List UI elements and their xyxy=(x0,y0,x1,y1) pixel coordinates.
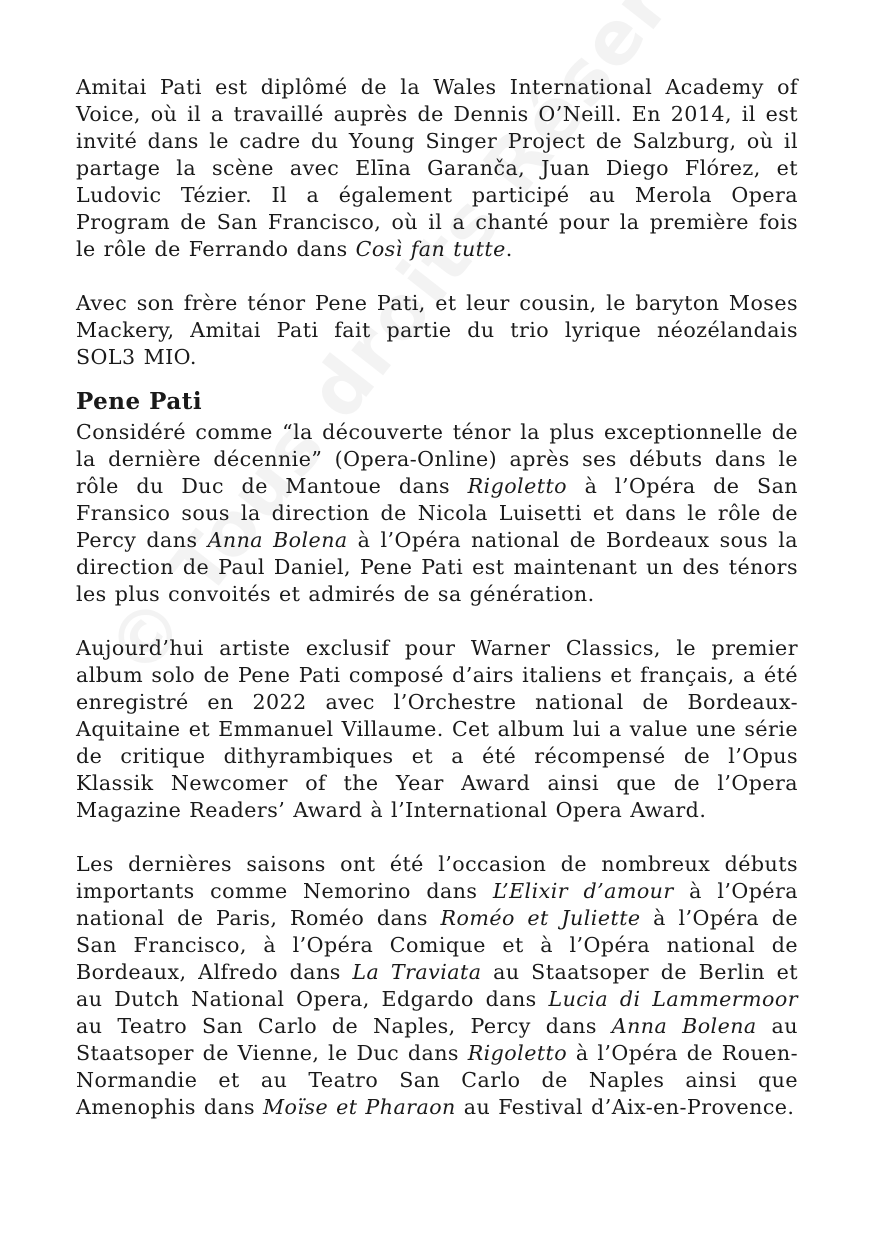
paragraph-text: à l’Opéra national de Paris, Roméo dans xyxy=(76,879,798,930)
work-title-text: Così fan tutte xyxy=(355,237,506,261)
paragraph-text: Considéré comme “la découverte ténor la plus exceptionnelle de la dernière décennie” (Opera-Online) après ses débuts dans le rôle du Duc de Mantoue dans xyxy=(76,420,798,498)
intro-section xyxy=(76,74,798,371)
paragraph-amitai-bio xyxy=(76,74,798,263)
paragraph-sol3-mio xyxy=(76,290,798,371)
pene-pati-section xyxy=(76,419,798,1121)
work-title-text: Lucia di Lammermoor xyxy=(548,987,798,1011)
work-title-text: Rigoletto xyxy=(467,474,568,498)
paragraph-text: au Staatsoper de Berlin et au Dutch National Opera, Edgardo dans xyxy=(76,960,798,1011)
document-page xyxy=(76,74,798,1121)
paragraph-text: Les dernières saisons ont été l’occasion de nombreux débuts importants comme Nemorino dans xyxy=(76,852,798,903)
work-title-text: Roméo et Juliette xyxy=(440,906,641,930)
work-title-text: Rigoletto xyxy=(467,1041,568,1065)
paragraph-text: Amitai Pati est diplômé de la Wales International Academy of Voice, où il a travaillé auprès de Dennis O’Neill. En 2014, il est invité dans le cadre du Young Singer Project de Salzburg, où il partage la scène avec Elīna Garanča, Juan Diego Flórez, et Ludovic Tézier. Il a également participé au Merola Opera Program de San Francisco, où il a chanté pour la première fois le rôle de Ferrando dans xyxy=(76,75,798,261)
paragraph-text: Avec son frère ténor Pene Pati, et leur cousin, le baryton Moses Mackery, Amitai Pati fait partie du trio lyrique néozélandais SOL3 MIO. xyxy=(76,291,798,369)
paragraph-text: à l’Opéra de San Francisco, à l’Opéra Comique et à l’Opéra national de Bordeaux, Alfredo dans xyxy=(76,906,798,984)
work-title-text: Anna Bolena xyxy=(611,1014,757,1038)
work-title-text: La Traviata xyxy=(352,960,482,984)
paragraph-warner-album xyxy=(76,635,798,824)
paragraph-pene-debut xyxy=(76,419,798,608)
paragraph-text: à l’Opéra national de Bordeaux sous la direction de Paul Daniel, Pene Pati est maintenant un des ténors les plus convoités et admirés de sa génération. xyxy=(76,528,798,606)
paragraph-recent-seasons xyxy=(76,851,798,1121)
paragraph-text: à l’Opéra de Rouen-Normandie et au Teatro San Carlo de Naples ainsi que Amenophis dans xyxy=(76,1041,799,1119)
paragraph-text: au Festival d’Aix-en-Provence. xyxy=(455,1095,795,1119)
work-title-text: Anna Bolena xyxy=(207,528,348,552)
work-title-text: L’Elixir d’amour xyxy=(492,879,674,903)
work-title-text: Moïse et Pharaon xyxy=(263,1095,456,1119)
paragraph-text: Aujourd’hui artiste exclusif pour Warner Classics, le premier album solo de Pene Pati composé d’airs italiens et français, a été enregistré en 2022 avec l’Orchestre national de Bordeaux-Aquitaine et Emmanuel Villaume. Cet album lui a value une série de critique dithyrambiques et a été récompensé de l’Opus Klassik Newcomer of the Year Award ainsi que de l’Opera Magazine Readers’ Award à l’International Opera Award. xyxy=(76,636,798,822)
paragraph-text: au Staatsoper de Vienne, le Duc dans xyxy=(76,1014,799,1065)
paragraph-text: au Teatro San Carlo de Naples, Percy dans xyxy=(76,1014,612,1038)
paragraph-text: . xyxy=(505,237,513,261)
paragraph-text: à l’Opéra de San Fransico sous la direction de Nicola Luisetti et dans le rôle de Percy dans xyxy=(76,474,799,552)
section-heading-pene-pati: Pene Pati xyxy=(76,388,203,415)
